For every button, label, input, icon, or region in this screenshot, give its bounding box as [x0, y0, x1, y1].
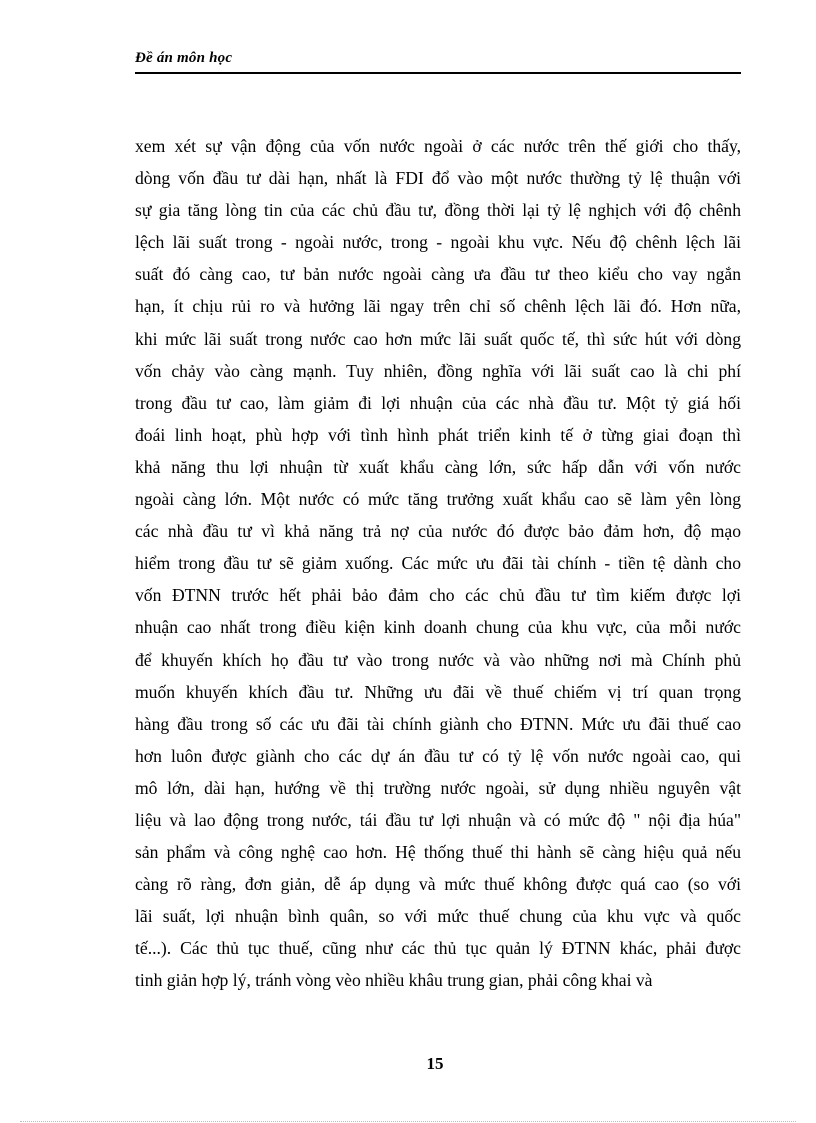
text-line: vốn ĐTNN trước hết phải bảo đảm cho các chủ đầu tư tìm kiếm được lợi — [135, 585, 741, 606]
text-line: càng rõ ràng, đơn giản, dễ áp dụng và mức thuế không được quá cao (so với — [135, 874, 741, 895]
text-line: lệch lãi suất trong - ngoài nước, trong - ngoài khu vực. Nếu độ chênh lệch lãi — [135, 232, 741, 253]
text-line: hiểm trong đầu tư sẽ giảm xuống. Các mức ưu đãi tài chính - tiền tệ dành cho — [135, 553, 741, 574]
header-title: Đề án môn học — [135, 50, 233, 66]
text-line: muốn khuyến khích đầu tư. Những ưu đãi về thuế chiếm vị trí quan trọng — [135, 681, 741, 702]
text-line: nhuận cao nhất trong điều kiện kinh doanh chung của khu vực, của mỗi nước — [135, 617, 741, 638]
text-line: ngoài càng lớn. Một nước có mức tăng trưởng xuất khẩu cao sẽ làm yên lòng — [135, 489, 741, 510]
text-line: tế...). Các thủ tục thuế, cũng như các thủ tục quản lý ĐTNN khác, phải được — [135, 938, 741, 959]
text-line: lãi suất, lợi nhuận bình quân, so với mức thuế chung của khu vực và quốc — [135, 906, 741, 927]
text-line: khả năng thu lợi nhuận từ xuất khẩu càng lớn, sức hấp dẫn với vốn nước — [135, 456, 741, 477]
page-header — [135, 48, 741, 74]
page-number: 15 — [426, 1054, 444, 1073]
text-line: hạn, ít chịu rủi ro và hưởng lãi ngay trên chỉ số chênh lệch lãi đó. Hơn nữa, — [135, 296, 741, 317]
text-line: mô lớn, dài hạn, hướng về thị trường nước ngoài, sử dụng nhiều nguyên vật — [135, 777, 741, 798]
text-line: sản phẩm và công nghệ cao hơn. Hệ thống thuế thi hành sẽ càng hiệu quả nếu — [135, 842, 741, 863]
text-line: trong đầu tư cao, làm giảm đi lợi nhuận của các nhà đầu tư. Một tỷ giá hối — [135, 392, 741, 413]
text-line: dòng vốn đầu tư dài hạn, nhất là FDI đổ vào một nước thường tỷ lệ thuận với — [135, 168, 741, 189]
text-line: hơn luôn được giành cho các dự án đầu tư có tỷ lệ vốn nước ngoài cao, qui — [135, 745, 741, 766]
text-line: đoái linh hoạt, phù hợp với tình hình phát triển kinh tế ở từng giai đoạn thì — [135, 424, 741, 445]
text-line: xem xét sự vận động của vốn nước ngoài ở các nước trên thế giới cho thấy, — [135, 136, 741, 156]
text-line: hàng đầu trong số các ưu đãi tài chính giành cho ĐTNN. Mức ưu đãi thuế cao — [135, 713, 741, 734]
text-line: vốn chảy vào càng mạnh. Tuy nhiên, đồng nghĩa với lãi suất cao là chi phí — [135, 360, 741, 381]
text-line: suất đó càng cao, tư bản nước ngoài càng ưa đầu tư theo kiểu cho vay ngắn — [135, 264, 741, 285]
text-line: khi mức lãi suất trong nước cao hơn mức lãi suất quốc tế, thì sức hút với dòng — [135, 328, 741, 349]
text-line: để khuyến khích họ đầu tư vào trong nước và vào những nơi mà Chính phủ — [135, 649, 741, 670]
body-paragraph — [135, 130, 741, 997]
page-bottom-divider — [20, 1121, 796, 1122]
text-line: tinh giản hợp lý, tránh vòng vèo nhiều khâu trung gian, phải công khai và — [135, 970, 653, 991]
text-line: liệu và lao động trong nước, tái đầu tư lợi nhuận và có mức độ " nội địa húa" — [135, 809, 741, 830]
text-line: các nhà đầu tư vì khả năng trả nợ của nước đó được bảo đảm hơn, độ mạo — [135, 521, 741, 542]
text-line: sự gia tăng lòng tin của các chủ đầu tư, đồng thời lại tỷ lệ nghịch với độ chênh — [135, 200, 741, 221]
